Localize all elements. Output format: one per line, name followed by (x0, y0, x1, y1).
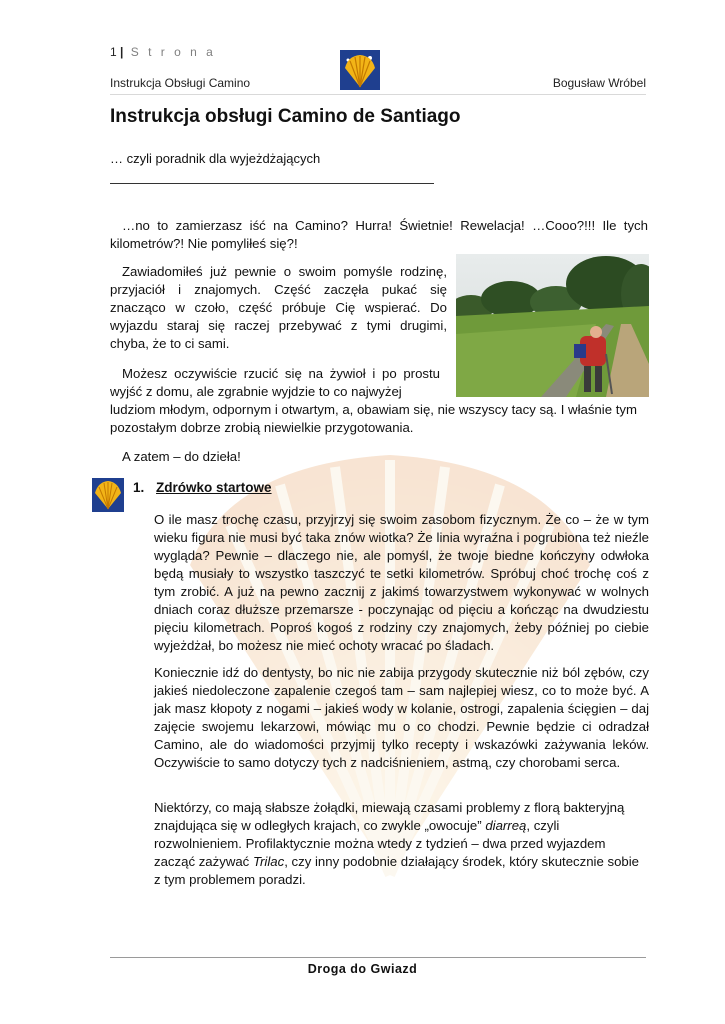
fitness-paragraph: O ile masz trochę czasu, przyjrzyj się swoim zasobom fizycznym. Że co – że w tym wieku figura nie musi być taka znów wiotka? Że linia wyraźna i pogrubiona też nieźle wygląda? Pewnie – dlaczego nie, ale pomyśl, że twoje biedne kończyny odwłoka będą musiały to wszystko taszczyć te setki kilometrów. Spróbuj choć trochę coś z tym zrobić. A już na pewno zacznij z jakimś towarzystwem wykonywać w wolnych dniach coraz dłuższe przemarsze - poczynając od pięciu a kończąc na dwudziestu pięciu kilometrach. Poproś kogoś z rodziny czy znajomych, żeby później po ciebie wyjeżdżał, bo możesz nie mieć ochoty wracać po śladach. (154, 512, 649, 653)
subtitle-divider (110, 183, 434, 184)
stomach-italic-2: Trilac (252, 854, 285, 869)
stomach-text-1: Niektórzy, co mają słabsze żołądki, miewają czasami problemy z florą bakteryjną znajdująca się w odległych krajach, co zwykle „owocuje” (154, 800, 625, 833)
stomach-text-3: , czy inny podobnie działający środek, który skutecznie sobie z tym problemem poradzi. (154, 854, 639, 887)
document-subtitle: … czyli poradnik dla wyjeżdżających (110, 151, 321, 166)
page-number (110, 45, 216, 59)
pilgrim-photo (456, 254, 649, 397)
intro-paragraph: …no to zamierzasz iść na Camino? Hurra! Świetnie! Rewelacja! …Cooo?!!! Ile tych kilometrów?! Nie pomyliłeś się?! (110, 218, 648, 251)
section-heading (133, 480, 272, 495)
section-number: 1. (133, 480, 145, 495)
footer-divider (110, 957, 646, 958)
spontaneous-paragraph-end: ludziom młodym, odpornym i otwartym, a, obawiam się, nie wszyscy tacy są. I właśnie tym pozostałym dobrze zrobią niewielkie przygotowania. (110, 402, 637, 435)
dentist-paragraph: Koniecznie idź do dentysty, bo nic nie zabija przygody skutecznie niż ból zębów, czy jakieś niedoleczone zapalenie czegoś tam – sam najlepiej wiesz, co to może być. A jak masz kłopoty z nogami – jakieś wody w kolanie, ostrogi, zapalenia ścięgien – daj zajęcie swojemu lekarzowi, mówiąc mu o co chodzi. Pewnie będzie ci odradzał Camino, ale do wiadomości przyjmij tylko recepty i wskazówki zażywania leków. Oczywiście to samo dotyczy tych z nadciśnieniem, astmą, czy chorobami serca. (154, 665, 649, 770)
section-title: Zdrówko startowe (156, 480, 272, 495)
page-footer: Droga do Gwiazd (307, 962, 418, 976)
stomach-paragraph (154, 799, 649, 889)
stomach-italic-1: diarreą (485, 818, 527, 833)
family-paragraph: Zawiadomiłeś już pewnie o swoim pomyśle rodzinę, przyjaciół i znajomych. Część zaczęła pukać się znacząco w czoło, część próbuje Cię wspierać. Do wyjazdu staraj się raczej przebywać z tymi drugimi, chyba, że to ci sami. (110, 264, 447, 351)
page-number-separator: | (120, 45, 124, 59)
document-title: Instrukcja obsługi Camino de Santiago (110, 106, 461, 127)
scallop-shell-logo-icon (340, 50, 380, 90)
header-left-text: Instrukcja Obsługi Camino (110, 76, 251, 90)
spontaneous-paragraph-start: Możesz oczywiście rzucić się na żywioł i po prostu wyjść z domu, ale zgrabnie wyjdzie to co najwyżej (110, 366, 440, 399)
page-number-value: 1 (110, 45, 117, 59)
header-right-text: Bogusław Wróbel (552, 76, 646, 90)
stomach-text-2: , czyli rozwolnieniem. Profilaktycznie można wtedy z tydzień – dwa przed wyjazdem zacząć zażywać (154, 818, 606, 869)
scallop-shell-icon (92, 478, 124, 512)
lets-go-paragraph: A zatem – do dzieła! (122, 449, 241, 464)
page-number-label: S t r o n a (130, 45, 216, 59)
header-divider (110, 94, 646, 95)
